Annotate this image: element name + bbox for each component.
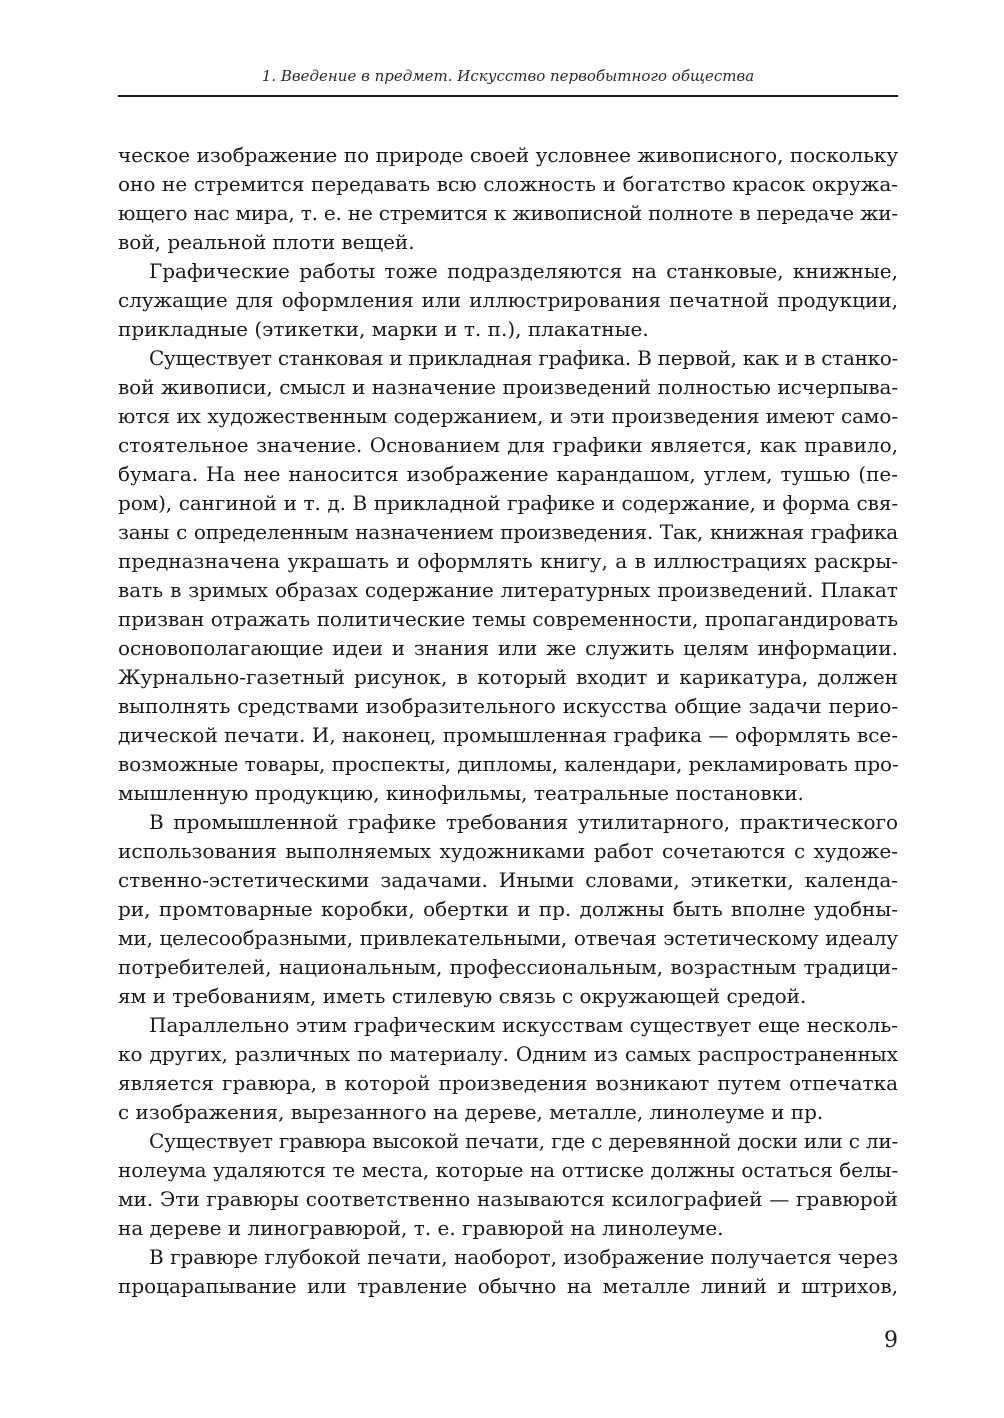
text-line: прикладные (этикетки, марки и т. п.), плакатные. [118,317,649,341]
text-line: стоятельное значение. Основанием для графики является, как правило, [118,433,898,457]
text-line: возможные товары, проспекты, дипломы, календари, рекламировать про- [118,752,899,776]
header-rule [118,95,898,97]
text-line: В гравюре глубокой печати, наоборот, изображение получается через [149,1245,898,1269]
text-line: вой, реальной плоти вещей. [118,230,415,254]
text-line: выполнять средствами изобразительного искусства общие задачи перио- [118,694,898,718]
text-line: основополагающие идеи и знания или же служить целям информации. [118,636,898,660]
body-text [118,141,898,1301]
text-line: ко других, различных по материалу. Одним из самых распространенных [118,1042,898,1066]
text-line: ческое изображение по природе своей условнее живописного, поскольку [118,143,898,167]
text-line: ри, промтоварные коробки, обертки и пр. должны быть вполне удобны- [118,897,898,921]
text-line: предназначена украшать и оформлять книгу, а в иллюстрациях раскры- [118,549,898,573]
running-header: 1. Введение в предмет. Искусство первобытного общества [261,67,755,85]
text-line: Существует гравюра высокой печати, где с деревянной доски или с ли- [149,1129,899,1153]
text-line: служащие для оформления или иллюстрирования печатной продукции, [118,288,898,312]
text-line: вать в зримых образах содержание литературных произведений. Плакат [118,578,898,602]
text-line: бумага. На нее наносится изображение карандашом, углем, тушью (пе- [118,462,898,486]
text-line: с изображения, вырезанного на дереве, металле, линолеуме и пр. [118,1100,824,1124]
text-line: на дереве и линогравюрой, т. е. гравюрой на линолеуме. [118,1216,724,1240]
text-line: ром), сангиной и т. д. В прикладной графике и содержание, и форма свя- [118,491,898,515]
text-line: оно не стремится передавать всю сложность и богатство красок окружа- [118,172,898,196]
text-line: ми, целесообразными, привлекательными, отвечая эстетическому идеалу [118,926,898,950]
text-line: использования выполняемых художниками работ сочетаются с художе- [118,839,898,863]
text-line: ющего нас мира, т. е. не стремится к живописной полноте в передаче жи- [118,201,898,225]
text-line: ются их художественным содержанием, и эти произведения имеют само- [118,404,898,428]
page-number: 9 [884,1328,898,1353]
text-line: заны с определенным назначением произведения. Так, книжная графика [118,520,898,544]
text-line: призван отражать политические темы современности, пропагандировать [118,607,898,631]
text-line: Параллельно этим графическим искусствам существует еще несколь- [149,1013,898,1037]
text-line: нолеума удаляются те места, которые на оттиске должны остаться белы- [118,1158,898,1182]
text-line: процарапывание или травление обычно на металле линий и штрихов, [118,1274,898,1298]
text-line: Графические работы тоже подразделяются на станковые, книжные, [149,259,898,283]
text-line: дической печати. И, наконец, промышленная графика — оформлять все- [118,723,898,747]
text-line: мышленную продукцию, кинофильмы, театральные постановки. [118,781,804,805]
text-line: Журнально-газетный рисунок, в который входит и карикатура, должен [118,665,898,689]
text-line: является гравюра, в которой произведения возникают путем отпечатка [118,1071,898,1095]
text-line: В промышленной графике требования утилитарного, практического [149,810,898,834]
text-line: потребителей, национальным, профессиональным, возрастным традици- [118,955,898,979]
text-line: ми. Эти гравюры соответственно называются ксилографией — гравюрой [118,1187,898,1211]
text-line: вой живописи, смысл и назначение произведений полностью исчерпыва- [118,375,898,399]
text-line: ям и требованиям, иметь стилевую связь с окружающей средой. [118,984,807,1008]
text-line: Существует станковая и прикладная графика. В первой, как и в станко- [149,346,898,370]
text-line: ственно-эстетическими задачами. Иными словами, этикетки, календа- [118,868,898,892]
